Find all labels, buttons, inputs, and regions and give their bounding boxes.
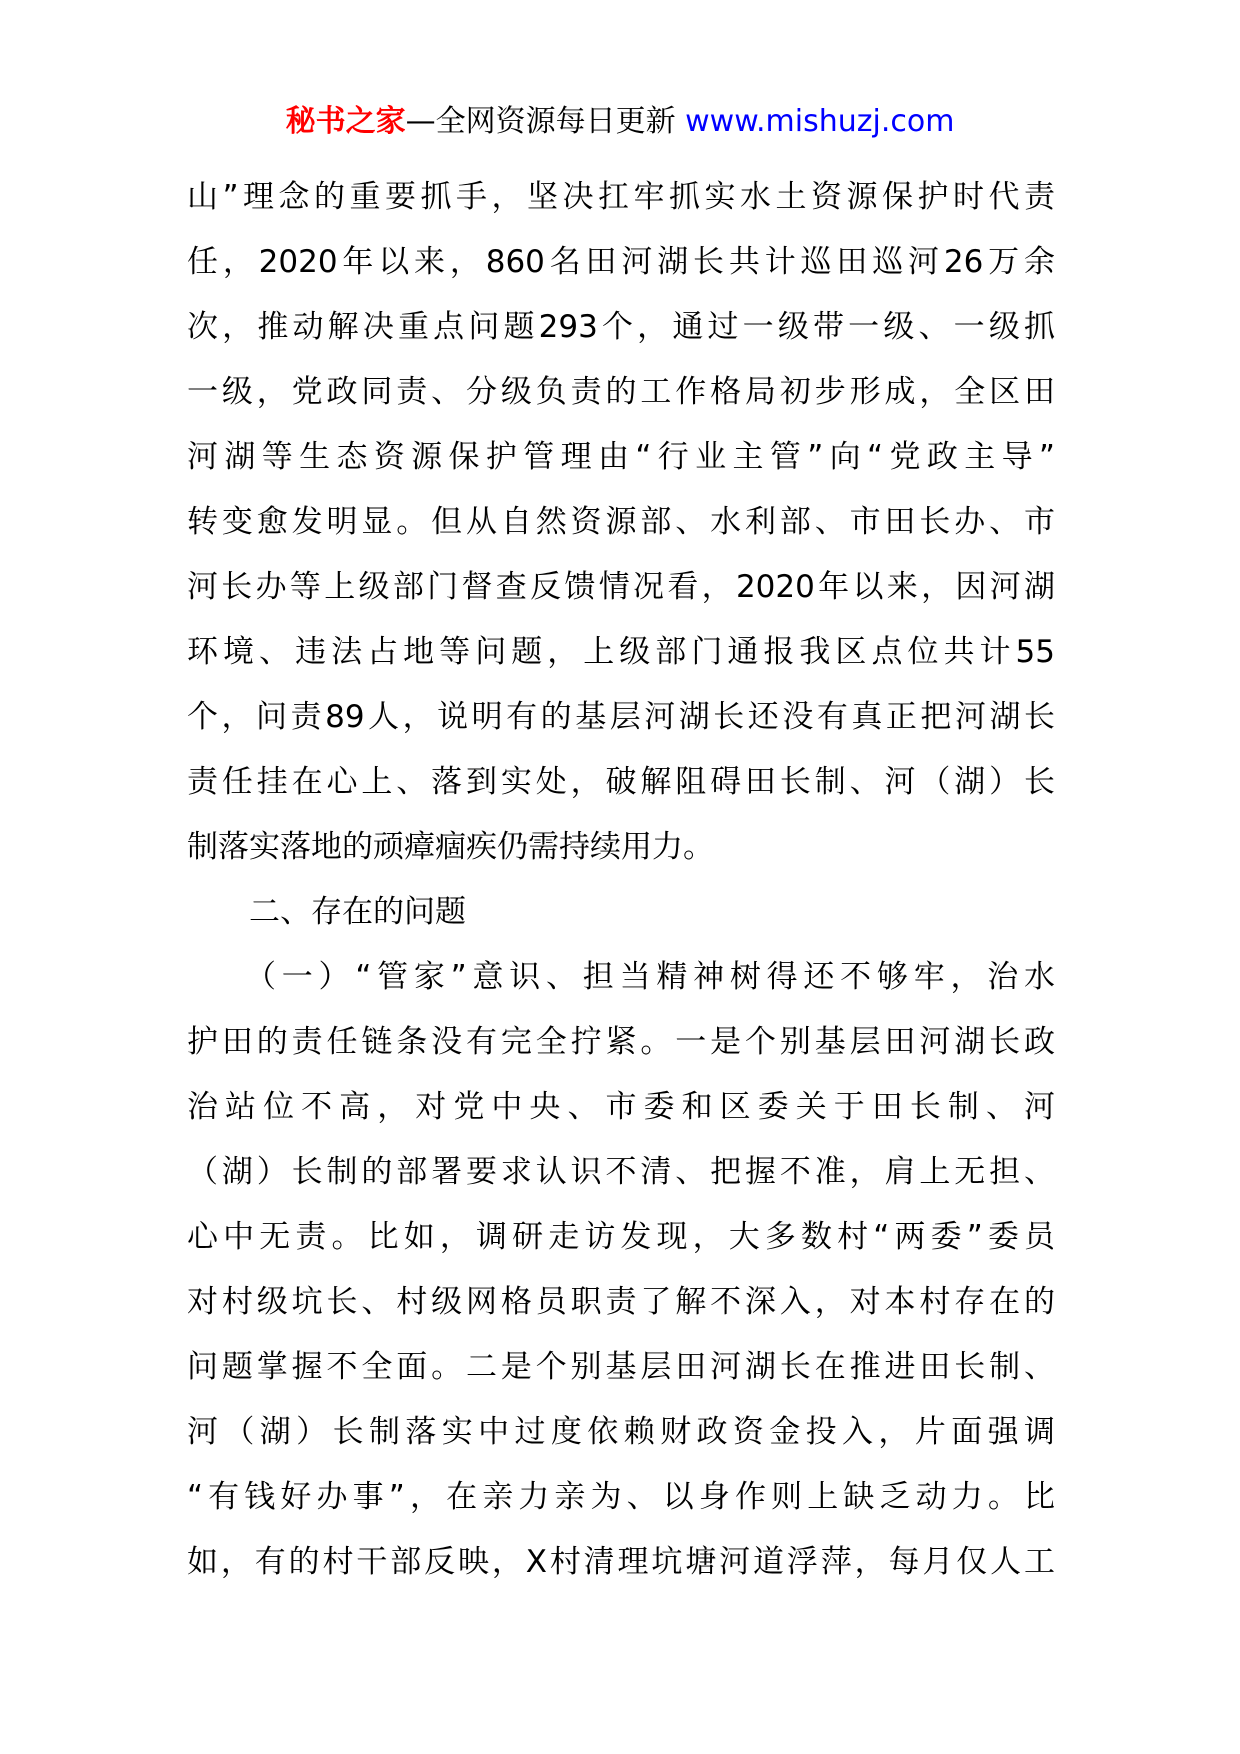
text-line: 对村级坑长、村级网格员职责了解不深入，对本村存在的: [187, 1284, 1055, 1320]
text-line: （湖）长制的部署要求认识不清、把握不准，肩上无担、: [187, 1154, 1055, 1190]
text-line: 心中无责。比如，调研走访发现，大多数村“两委”委员: [187, 1219, 1055, 1255]
site-url-link[interactable]: www.mishuzj.com: [685, 104, 955, 139]
text-line: 个，问责89人，说明有的基层河湖长还没有真正把河湖长: [187, 699, 1055, 735]
section-heading: 二、存在的问题: [187, 894, 466, 930]
text-line: 次，推动解决重点问题293个，通过一级带一级、一级抓: [187, 309, 1055, 345]
text-line: 如，有的村干部反映，X村清理坑塘河道浮萍，每月仅人工: [187, 1544, 1055, 1580]
site-header: [0, 100, 1240, 144]
text-line: 一级，党政同责、分级负责的工作格局初步形成，全区田: [187, 374, 1055, 410]
text-line: 山”理念的重要抓手，坚决扛牢抓实水土资源保护时代责: [187, 179, 1055, 215]
text-line: （一）“管家”意识、担当精神树得还不够牢，治水: [187, 959, 1055, 995]
text-line: 河（湖）长制落实中过度依赖财政资金投入，片面强调: [187, 1414, 1055, 1450]
text-line: 环境、违法占地等问题，上级部门通报我区点位共计55: [187, 634, 1055, 670]
text-line: 问题掌握不全面。二是个别基层田河湖长在推进田长制、: [187, 1349, 1055, 1385]
site-brand: 秘书之家: [285, 104, 406, 139]
text-line: 护田的责任链条没有完全拧紧。一是个别基层田河湖长政: [187, 1024, 1055, 1060]
text-line: 转变愈发明显。但从自然资源部、水利部、市田长办、市: [187, 504, 1055, 540]
text-line: 任，2020年以来，860名田河湖长共计巡田巡河26万余: [187, 244, 1055, 280]
document-body: [187, 165, 1055, 1595]
text-line: 责任挂在心上、落到实处，破解阻碍田长制、河（湖）长: [187, 764, 1055, 800]
text-line: 河长办等上级部门督查反馈情况看，2020年以来，因河湖: [187, 569, 1055, 605]
text-line: “有钱好办事”，在亲力亲为、以身作则上缺乏动力。比: [187, 1479, 1055, 1515]
site-slogan: —全网资源每日更新: [405, 104, 686, 139]
text-line: 治站位不高，对党中央、市委和区委关于田长制、河: [187, 1089, 1055, 1125]
text-line: 制落实落地的顽瘴痼疾仍需持续用力。: [187, 829, 714, 865]
text-line: 河湖等生态资源保护管理由“行业主管”向“党政主导”: [187, 439, 1055, 475]
